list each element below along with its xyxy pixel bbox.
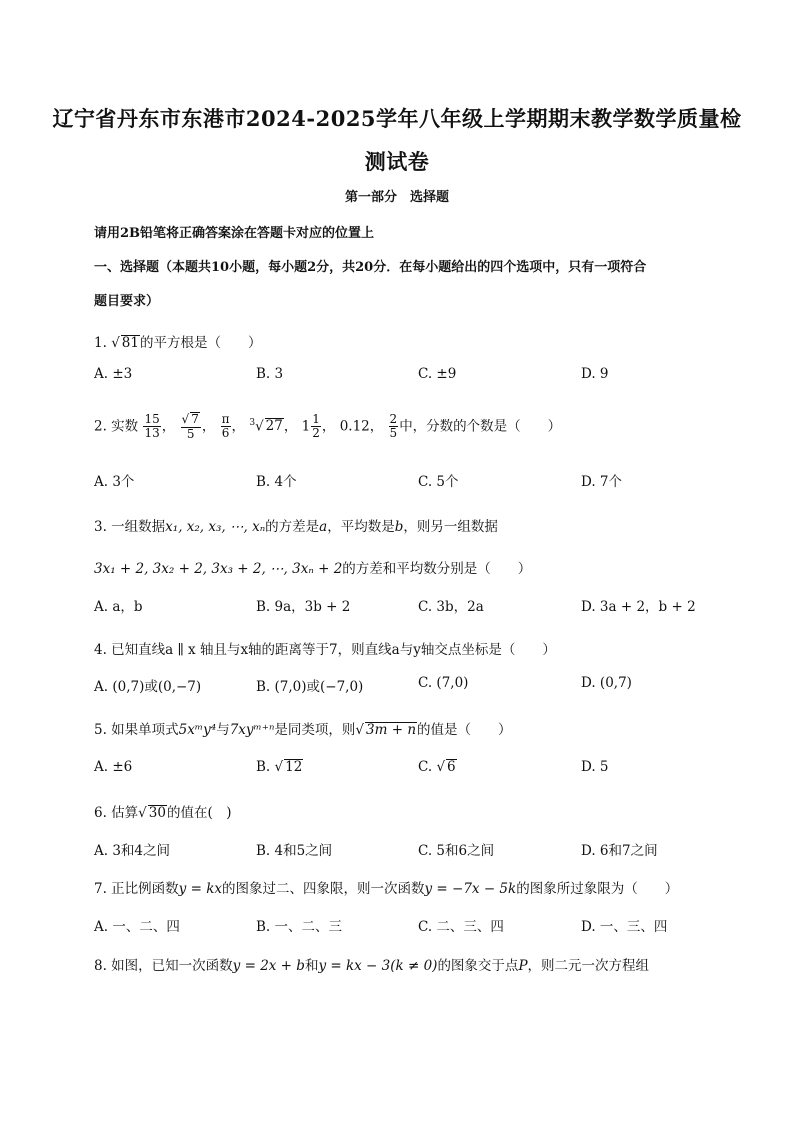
question-text: 的平方根是（ ） bbox=[139, 335, 262, 351]
question-4: 4. 已知直线a ∥ x 轴且与x轴的距离等于7，则直线a与y轴交点坐标是（ ） bbox=[94, 642, 556, 658]
fraction: $\frac{\pi}{6}$ bbox=[221, 411, 230, 441]
q6-option-c: C. 5和6之间 bbox=[418, 843, 495, 859]
q6-option-a: A. 3和4之间 bbox=[94, 843, 171, 859]
q1-option-c: C. ±9 bbox=[418, 366, 457, 382]
radicand: 81 bbox=[121, 335, 139, 351]
question-1: 1. √ 81的平方根是（ ） bbox=[94, 335, 262, 351]
question-3-line1: 3. 一组数据x₁, x₂, x₃, ⋯, xₙ的方差是a，平均数是b，则另一组数据 bbox=[94, 519, 498, 535]
q7-option-b: B. 一、二、三 bbox=[256, 919, 343, 935]
document-title-line1: 辽宁省丹东市东港市2024-2025学年八年级上学期期末教学数学质量检 bbox=[52, 106, 742, 131]
q5-option-b: B. √ 12 bbox=[256, 759, 303, 775]
part-heading-line1: 一、选择题（本题共10小题，每小题2分，共20分．在每小题给出的四个选项中，只有一项符合 bbox=[94, 260, 647, 275]
q1-option-d: D. 9 bbox=[581, 366, 609, 382]
question-8: 8. 如图，已知一次函数y = 2x + b和y = kx − 3(k ≠ 0)的图象交于点P，则二元一次方程组 bbox=[94, 958, 650, 974]
question-number: 1. bbox=[94, 335, 107, 351]
q2-option-b: B. 4个 bbox=[256, 474, 297, 490]
q5-option-d: D. 5 bbox=[581, 759, 609, 775]
fraction: $\frac{15}{13}$ bbox=[144, 411, 160, 441]
q7-option-d: D. 一、三、四 bbox=[581, 919, 668, 935]
q4-option-c: C. (7,0) bbox=[418, 675, 469, 691]
q1-option-a: A. ±3 bbox=[94, 366, 133, 382]
q3-option-c: C. 3b，2a bbox=[418, 599, 484, 615]
question-6: 6. 估算√ 30的值在( ) bbox=[94, 805, 232, 821]
q2-option-c: C. 5个 bbox=[418, 474, 459, 490]
q4-option-b: B. (7,0)或(−7,0) bbox=[256, 679, 364, 695]
q3-option-d: D. 3a + 2，b + 2 bbox=[581, 599, 696, 615]
q7-option-a: A. 一、二、四 bbox=[94, 919, 180, 935]
q5-option-a: A. ±6 bbox=[94, 759, 133, 775]
q6-option-b: B. 4和5之间 bbox=[256, 843, 333, 859]
question-3-line2: 3x₁ + 2, 3x₂ + 2, 3x₃ + 2, ⋯, 3xₙ + 2的方差和平均数分别是（ ） bbox=[94, 561, 532, 577]
q2-option-d: D. 7个 bbox=[581, 474, 623, 490]
q6-option-d: D. 6和7之间 bbox=[581, 843, 658, 859]
fraction: $\frac{√ 7}{5}$ bbox=[181, 412, 199, 441]
question-5: 5. 如果单项式5xᵐy⁴与7xyᵐ⁺ⁿ是同类项，则√ 3m + n的值是（ ） bbox=[94, 722, 512, 738]
part-heading-line2: 题目要求） bbox=[94, 294, 160, 309]
section-title: 第一部分 选择题 bbox=[344, 190, 449, 205]
instruction: 请用2B铅笔将正确答案涂在答题卡对应的位置上 bbox=[94, 226, 375, 241]
document-title-line2: 测试卷 bbox=[364, 149, 430, 174]
question-7: 7. 正比例函数y = kx的图象过二、四象限，则一次函数y = −7x − 5k的图象所过象限为（ ） bbox=[94, 881, 679, 897]
q3-option-a: A. a，b bbox=[94, 599, 143, 615]
q4-option-a: A. (0,7)或(0,−7) bbox=[94, 679, 202, 695]
q4-option-d: D. (0,7) bbox=[581, 675, 632, 691]
q1-option-b: B. 3 bbox=[256, 366, 284, 382]
q2-option-a: A. 3个 bbox=[94, 474, 135, 490]
q7-option-c: C. 二、三、四 bbox=[418, 919, 504, 935]
q3-option-b: B. 9a，3b + 2 bbox=[256, 599, 351, 615]
question-2: 2. 实数 $\frac{15}{13}$ ， $\frac{√ 7}{5}$ ， $\frac{\pi}{6}$ ， $^3$√ 27， 1 $\frac{1}{2}$ ， 0.12， $\frac{2}{5}$ 中，分数的个数是（ ） bbox=[94, 411, 562, 441]
q5-option-c: C. √ 6 bbox=[418, 759, 456, 775]
